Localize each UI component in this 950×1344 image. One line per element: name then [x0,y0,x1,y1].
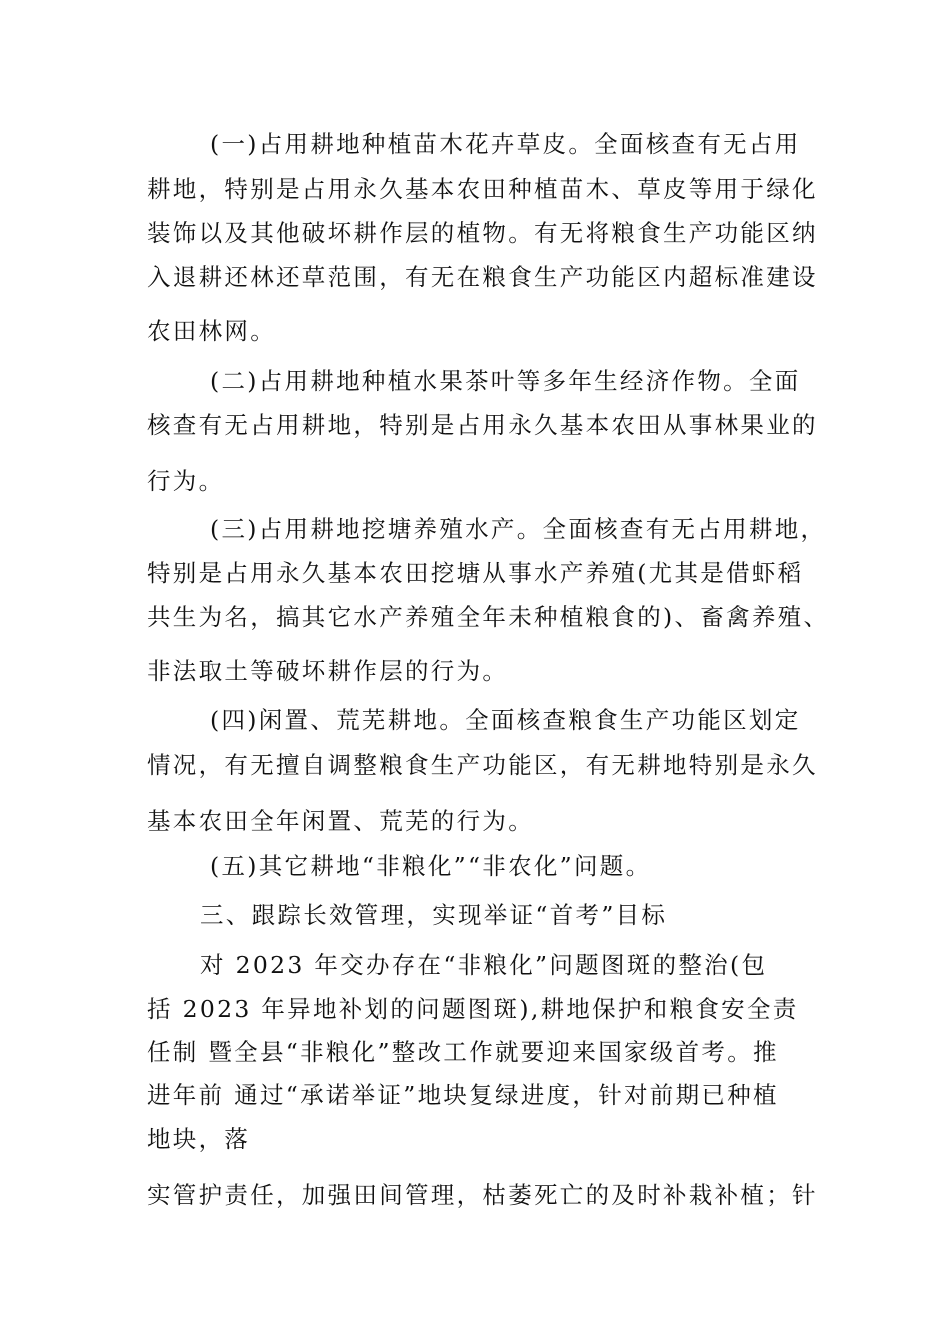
paragraph-1-line-2: 耕地，特别是占用永久基本农田种植苗木、草皮等用于绿化 [147,175,818,203]
paragraph-5-line-1: (五)其它耕地“非粮化”“非农化”问题。 [210,852,652,880]
paragraph-4-line-2: 情况，有无擅自调整粮食生产功能区，有无耕地特别是永久 [147,751,818,779]
paragraph-6-line-5: 地块，落 [147,1125,251,1153]
paragraph-2-line-2: 核查有无占用耕地，特别是占用永久基本农田从事林果业的 [147,411,818,439]
paragraph-3-line-1: (三)占用耕地挖塘养殖水产。全面核查有无占用耕地， [210,515,827,543]
paragraph-1-line-4: 入退耕还林还草范围，有无在粮食生产功能区内超标准建设 [147,263,818,291]
paragraph-2-line-1: (二)占用耕地种植水果茶叶等多年生经济作物。全面 [210,367,801,395]
paragraph-7-line-1: 实管护责任，加强田间管理，枯萎死亡的及时补栽补植；针 [147,1181,818,1209]
paragraph-1-line-5: 农田林网。 [147,317,276,345]
paragraph-3-line-4: 非法取土等破坏耕作层的行为。 [147,657,509,685]
paragraph-6-line-3: 任制 暨全县“非粮化”整改工作就要迎来国家级首考。推 [147,1038,779,1066]
paragraph-4-line-3: 基本农田全年闲置、荒芜的行为。 [147,807,534,835]
paragraph-4-line-1: (四)闲置、荒芜耕地。全面核查粮食生产功能区划定 [210,706,801,734]
paragraph-6-line-4: 进年前 通过“承诺举证”地块复绿进度，针对前期已种植 [147,1081,779,1109]
paragraph-6-line-1: 对 2023 年交办存在“非粮化”问题图斑的整治(包 [200,951,768,979]
paragraph-3-line-3: 共生为名，搞其它水产养殖全年未种植粮食的)、畜禽养殖、 [147,603,830,631]
paragraph-1-line-1: (一)占用耕地种植苗木花卉草皮。全面核查有无占用 [210,130,801,158]
section-heading: 三、跟踪长效管理，实现举证“首考”目标 [200,901,668,929]
paragraph-2-line-3: 行为。 [147,467,225,495]
paragraph-6-line-2: 括 2023 年异地补划的问题图斑),耕地保护和粮食安全责 [147,995,799,1023]
paragraph-1-line-3: 装饰以及其他破坏耕作层的植物。有无将粮食生产功能区纳 [147,219,818,247]
paragraph-3-line-2: 特别是占用永久基本农田挖塘从事水产养殖(尤其是借虾稻 [147,559,804,587]
